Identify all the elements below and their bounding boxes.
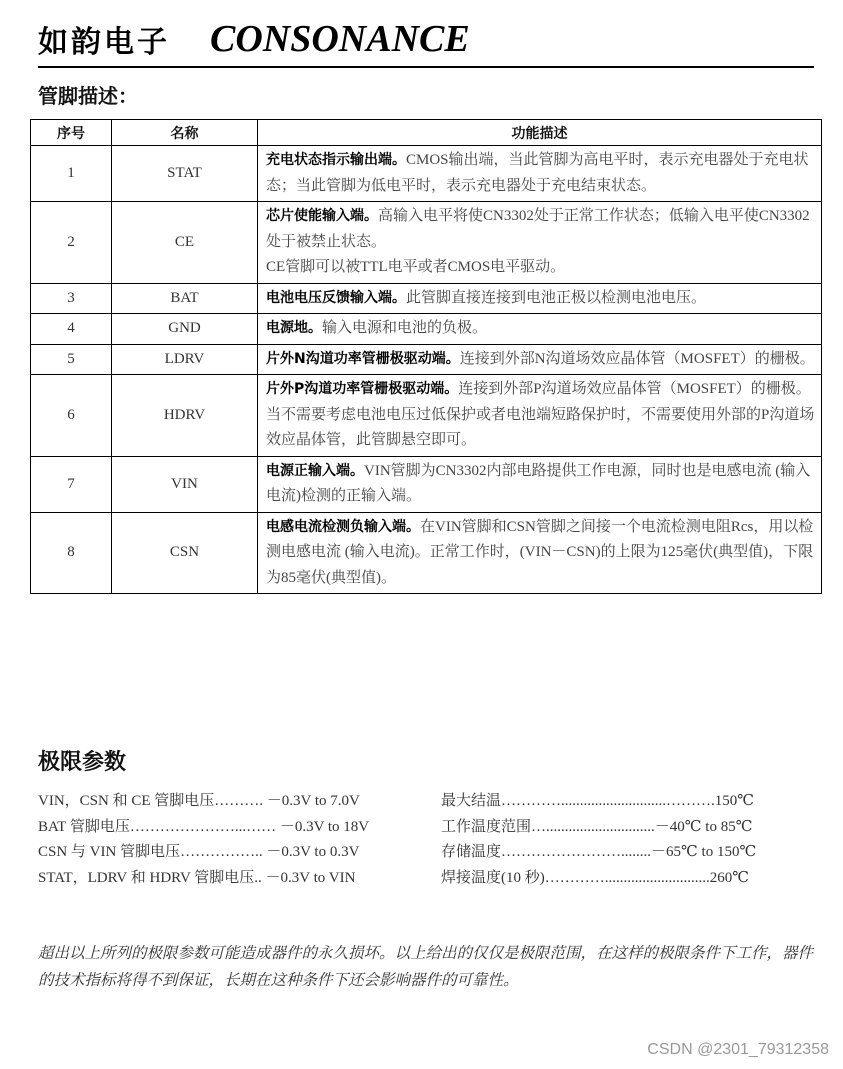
limit-row: STAT，LDRV 和 HDRV 管脚电压.. －0.3V to VIN [38, 869, 356, 886]
pin-description [258, 344, 822, 375]
limits-temperature-list [441, 789, 756, 891]
limit-row: VIN，CSN 和 CE 管脚电压………. －0.3V to 7.0V [38, 793, 360, 809]
limits-voltage-list [38, 789, 369, 891]
pin-name: LDRV [112, 344, 258, 375]
watermark: CSDN @2301_79312358 [647, 1041, 829, 1058]
pin-description-text: 当不需要考虑电池电压过低保护或者电池端短路保护时，不需要使用外部的P沟道场效应晶体管，此管脚悬空即可。 [266, 406, 815, 448]
limit-row: CSN 与 VIN 管脚电压…………….. －0.3V to 0.3V [38, 844, 360, 860]
pin-description-text: 连接到外部P沟道场效应晶体管（MOSFET）的栅极。 [458, 381, 811, 397]
pin-description [258, 456, 822, 512]
limit-row: 焊接温度(10 秒)…………............................260℃ [441, 869, 750, 886]
pin-number: 1 [31, 146, 112, 202]
pin-description-text: CE管脚可以被TTL电平或者CMOS电平驱动。 [266, 259, 566, 275]
pin-number: 2 [31, 202, 112, 284]
table-row [31, 456, 822, 512]
pin-function-title: 电池电压反馈输入端。 [266, 289, 406, 306]
pin-name: GND [112, 314, 258, 345]
pin-function-title: 片外P沟道功率管栅极驱动端。 [266, 381, 459, 397]
table-row [31, 146, 822, 202]
header-divider [38, 66, 814, 68]
pin-description-text: 此管脚直接连接到电池正极以检测电池电压。 [406, 289, 707, 306]
limit-row: 存储温度……………………........－65℃ to 150℃ [441, 844, 757, 860]
pin-function-title: 电感电流检测负输入端。 [266, 518, 420, 535]
brand-logo-cn: 如韵电子 [38, 25, 170, 60]
table-row [31, 512, 822, 594]
brand-logo-en: CONSONANCE [210, 18, 470, 60]
pin-description [258, 146, 822, 202]
pin-number: 3 [31, 283, 112, 314]
column-header-num: 序号 [31, 120, 112, 146]
pin-description-text: CMOS输出端，当此管脚为高电平时，表示充电器处于充电状态；当此管脚为低电平时，表示充电器处于充电结束状态。 [266, 152, 809, 194]
pin-function-title: 芯片使能输入端。 [266, 208, 378, 224]
pin-description-text: 连接到外部N沟道场效应晶体管（MOSFET）的栅极。 [459, 350, 815, 367]
pin-number: 4 [31, 314, 112, 345]
pin-section-title: 管脚描述： [38, 84, 138, 108]
table-row [31, 283, 822, 314]
pin-description [258, 375, 822, 457]
table-row [31, 314, 822, 345]
pin-number: 8 [31, 512, 112, 594]
pin-description [258, 512, 822, 594]
pin-function-title: 电源地。 [266, 320, 322, 336]
pin-name: STAT [112, 146, 258, 202]
table-header-row [31, 120, 822, 146]
pin-number: 5 [31, 344, 112, 375]
pin-description-text: 输入电源和电池的负极。 [322, 320, 488, 336]
pin-name: CE [112, 202, 258, 284]
limits-section-title: 极限参数 [38, 750, 127, 775]
pin-function-title: 片外N沟道功率管栅极驱动端。 [266, 350, 460, 367]
pin-name: HDRV [112, 375, 258, 457]
pin-description-text: VIN管脚为CN3302内部电路提供工作电源，同时也是电感电流 (输入电流)检测的正输入端。 [266, 462, 811, 504]
column-header-name: 名称 [112, 120, 258, 146]
pin-function-title: 电源正输入端。 [266, 462, 364, 479]
header [38, 14, 470, 64]
pin-description [258, 202, 822, 284]
pin-name: CSN [112, 512, 258, 594]
pin-number: 6 [31, 375, 112, 457]
table-row [31, 344, 822, 375]
pin-number: 7 [31, 456, 112, 512]
pin-description-text: 在VIN管脚和CSN管脚之间接一个电流检测电阻Rcs，用以检测电感电流 (输入电流)。正常工作时，(VIN－CSN)的上限为125毫伏(典型值)，下限为85毫伏(典型值)。 [266, 518, 814, 586]
pin-table [30, 119, 822, 594]
warning-note: 超出以上所列的极限参数可能造成器件的永久损坏。以上给出的仅仅是极限范围，在这样的极限条件下工作，器件的技术指标将得不到保证，长期在这种条件下还会影响器件的可靠性。 [38, 945, 814, 989]
pin-description [258, 283, 822, 314]
limit-row: BAT 管脚电压…………………...…… －0.3V to 18V [38, 818, 370, 835]
pin-name: BAT [112, 283, 258, 314]
table-row [31, 375, 822, 457]
pin-description [258, 314, 822, 345]
column-header-desc: 功能描述 [258, 120, 822, 146]
pin-name: VIN [112, 456, 258, 512]
limit-row: 最大结温…………............................……….150℃ [441, 793, 755, 809]
table-row [31, 202, 822, 284]
limit-row: 工作温度范围….............................－40℃ to 85℃ [441, 818, 753, 835]
pin-function-title: 充电状态指示输出端。 [266, 152, 406, 168]
pin-description-text: 高输入电平将使CN3302处于正常工作状态；低输入电平使CN3302处于被禁止状态。 [266, 208, 810, 250]
